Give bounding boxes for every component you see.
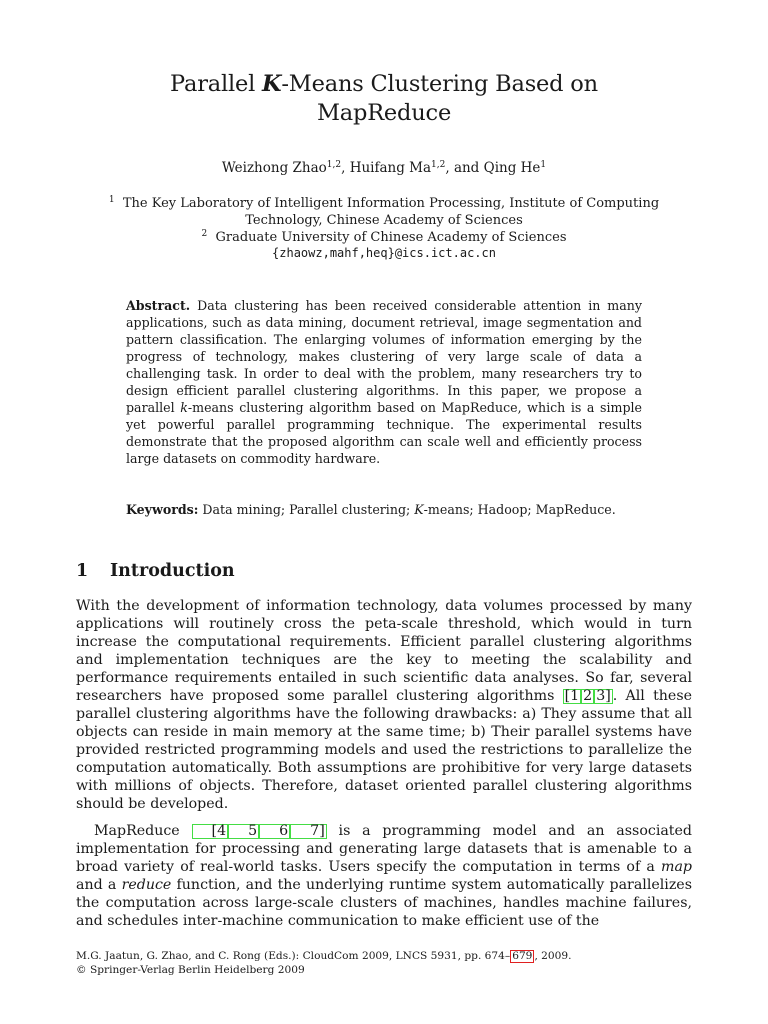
paragraph-text: With the development of information technology, data volumes processed by many applications will routinely cross the peta-scale threshold, which would in turn increase the computational requirements. Efficient parallel clustering algorithms and implementation techniques are the key to meeting the scalability and performance requirements entailed in such scientific data analyses. So far, several researchers have proposed some parallel clustering algorithms (76, 598, 692, 704)
citation-link[interactable] (228, 824, 259, 839)
bracket: [ (211, 823, 218, 839)
author-name: Qing He (483, 160, 541, 176)
citation-link[interactable] (581, 689, 594, 704)
title-text: -Means Clustering Based on (281, 71, 598, 97)
author-separator: , (341, 160, 350, 176)
author-list (0, 160, 768, 176)
bracket: [ (564, 688, 571, 704)
paragraph-text: and a (76, 877, 122, 893)
section-title: Introduction (110, 561, 235, 581)
citation-link[interactable] (563, 689, 582, 704)
reduce-italic: reduce (121, 877, 172, 893)
keywords-label: Keywords: (126, 502, 199, 517)
abstract-text: Data clustering has been received considerable attention in many applications, such as data mining, document retrieval, image segmentation and pattern classification. The enlarging volumes of information emerging by the progress of technology, makes clustering of very large scale of data a challenging task. In order to deal with the problem, many researchers try to design efficient parallel clustering algorithms. In this paper, we propose a parallel (126, 298, 642, 415)
author-name: Huifang Ma (349, 160, 432, 176)
citation-number: 6 (279, 823, 289, 839)
intro-paragraph-2 (76, 822, 692, 930)
affiliation-text: Graduate University of Chinese Academy of Sciences (215, 230, 567, 245)
footer-text: , 2009. (534, 950, 572, 962)
title-k-italic: K (262, 71, 282, 97)
paragraph-text: MapReduce (94, 823, 192, 839)
section-number: 1 (76, 561, 89, 581)
keywords-text: -means; Hadoop; MapReduce. (423, 502, 616, 517)
abstract-label: Abstract. (126, 298, 191, 313)
footer-text: M.G. Jaatun, G. Zhao, and C. Rong (Eds.): CloudCom 2009, LNCS 5931, pp. 674– (76, 950, 511, 962)
citation-group (192, 823, 327, 839)
affiliation-1 (76, 195, 692, 229)
paragraph-text: function, and the underlying runtime system automatically parallelizes the computation across large-scale clusters of machines, handles machine failures, and schedules inter-machine communication to make efficient use of the (76, 877, 692, 929)
keywords-text: Data mining; Parallel clustering; (198, 502, 415, 517)
citation-line (76, 949, 692, 963)
abstract-text: -means clustering algorithm based on MapReduce, which is a simple yet powerful parallel programming technique. The experimental results demonstrate that the proposed algorithm can scale well and efficiently process large datasets on commodity hardware. (126, 400, 643, 466)
bracket: ] (319, 823, 325, 839)
citation-number: 2 (583, 688, 593, 704)
abstract-k-italic: k (180, 400, 188, 415)
author-name: Weizhong Zhao (221, 160, 327, 176)
citation-group (563, 688, 613, 704)
section-heading (76, 561, 235, 581)
page-footer (76, 949, 692, 977)
citation-link[interactable] (259, 824, 290, 839)
citation-link[interactable] (192, 824, 229, 839)
affiliation-text: The Key Laboratory of Intelligent Information Processing, Institute of Computing Technology, Chinese Academy of Sciences (122, 196, 660, 228)
paragraph-text: . All these parallel clustering algorithms have the following drawbacks: a) They assume that all objects can reside in main memory at the same time; b) Their parallel systems have provided restricted programming models and used the restrictions to parallelize the computation automatically. Both assumptions are prohibitive for very large datasets with millions of objects. Therefore, dataset oriented parallel clustering algorithms should be developed. (76, 688, 692, 812)
email-address: {zhaowz,mahf,heq}@ics.ict.ac.cn (272, 246, 496, 260)
page-link[interactable]: 679 (512, 950, 533, 962)
citation-link[interactable] (594, 689, 613, 704)
intro-paragraph-1 (76, 597, 692, 813)
paragraph-text: is a programming model and an associated implementation for processing and generating large datasets that is amenable to a broad variety of real-world tasks. Users specify the computation in terms of a (76, 823, 692, 875)
map-italic: map (661, 859, 692, 875)
author-affil-sup: 1,2 (326, 160, 342, 170)
affiliation-2 (76, 229, 692, 246)
author-separator: , and (445, 160, 484, 176)
author-affil-sup: 1,2 (431, 160, 446, 170)
affiliation-sup: 1 (108, 195, 115, 205)
keywords-k-italic: K (414, 502, 424, 517)
title-text: Parallel (170, 71, 263, 97)
citation-number: 7 (310, 823, 320, 839)
paper-title (0, 70, 768, 128)
title-line-2: MapReduce (316, 100, 452, 126)
keywords (126, 501, 642, 518)
bracket: ] (605, 688, 611, 704)
citation-number: 3 (596, 688, 606, 704)
citation-number: 4 (217, 823, 227, 839)
citation-link[interactable] (290, 824, 327, 839)
author-affil-sup: 1 (540, 160, 547, 170)
abstract (126, 297, 642, 467)
copyright-line: © Springer-Verlag Berlin Heidelberg 2009 (76, 964, 305, 976)
affiliation-sup: 2 (201, 229, 208, 239)
title-line-1 (0, 70, 768, 99)
citation-number: 1 (570, 688, 580, 704)
citation-number: 5 (248, 823, 258, 839)
